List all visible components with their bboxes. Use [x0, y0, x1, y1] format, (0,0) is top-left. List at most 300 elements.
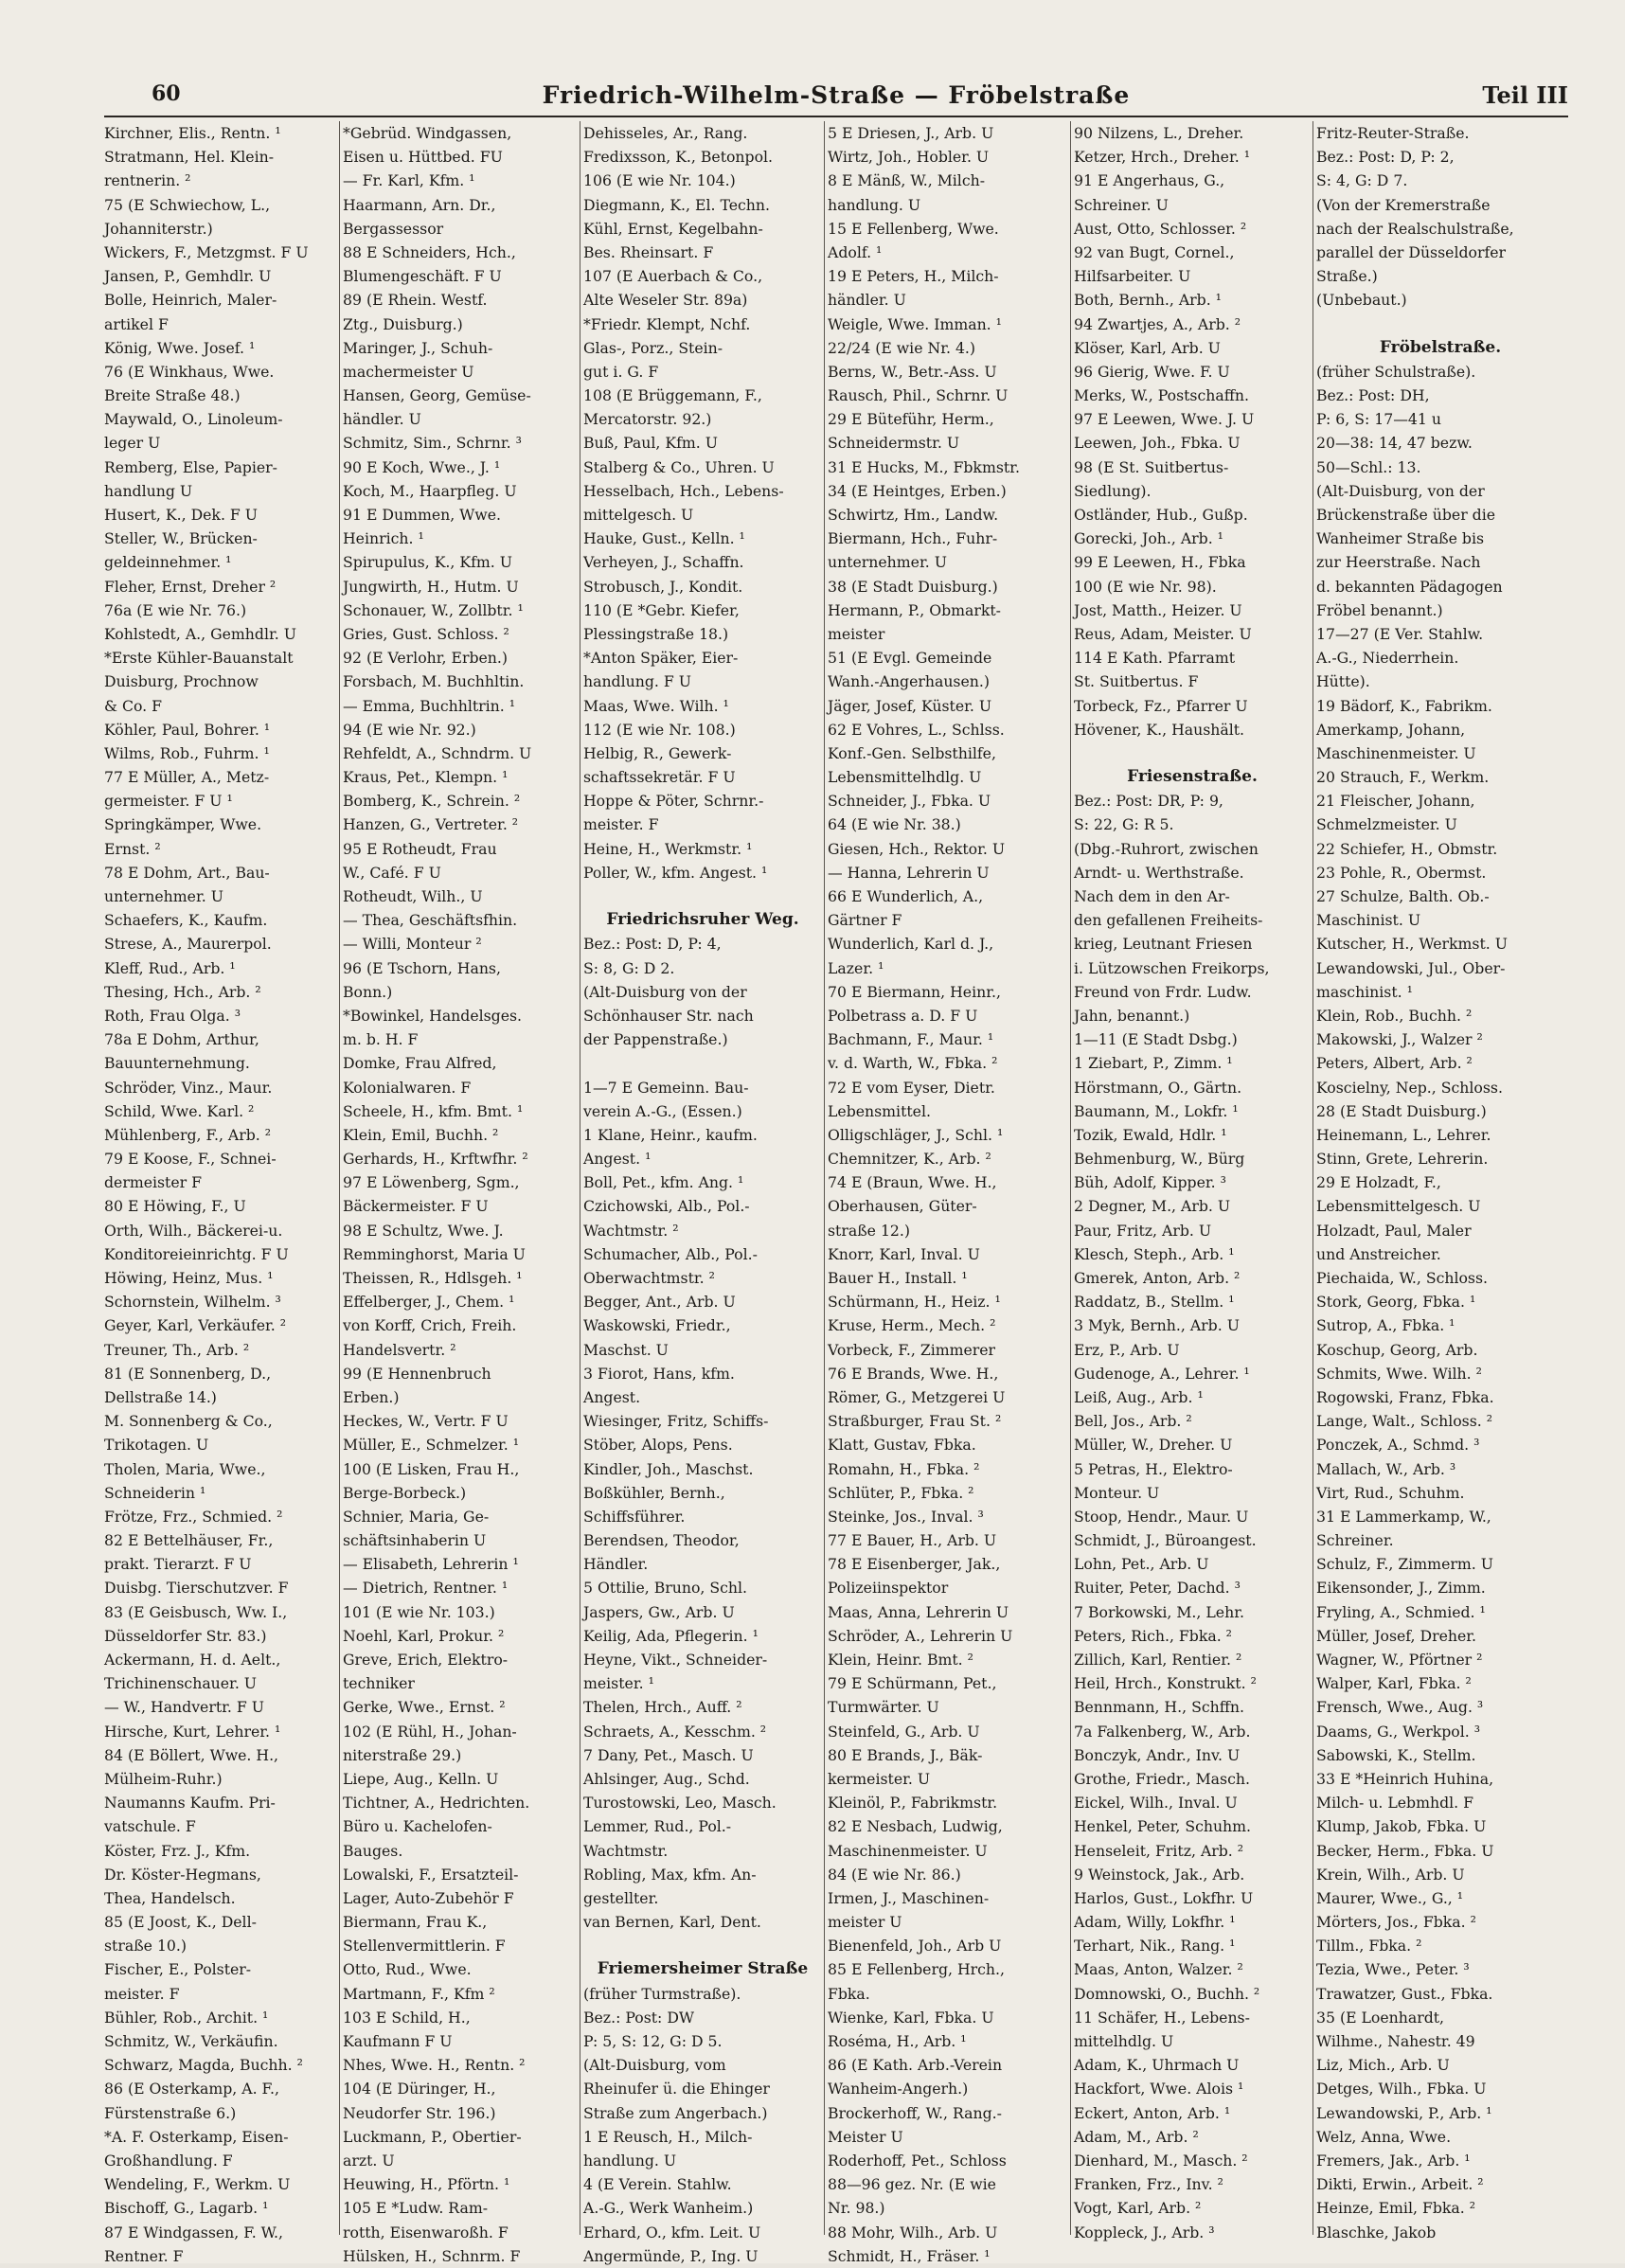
entry-line: Freund von Frdr. Ludw.: [1074, 982, 1252, 1001]
entry-line: 99 (E Hennenbruch: [343, 1364, 491, 1383]
entry-line: (früher Schulstraße).: [1316, 362, 1476, 381]
entry-line: Wachtmstr.: [583, 1841, 669, 1860]
entry-line: — Willi, Monteur ²: [343, 935, 482, 954]
entry-line: — W., Handvertr. F U: [104, 1698, 264, 1717]
entry-line: Klump, Jakob, Fbka. U: [1316, 1817, 1487, 1836]
entry-line: Schornstein, Wilhelm. ³: [104, 1293, 281, 1312]
entry-line: 104 (E Düringer, H.,: [343, 2080, 496, 2098]
entry-line: Thesing, Hch., Arb. ²: [104, 982, 261, 1001]
entry-line: Büro u. Kachelofen-: [343, 1817, 492, 1836]
entry-line: Torbeck, Fz., Pfarrer U: [1074, 696, 1248, 715]
entry-line: 8 E Mänß, W., Milch-: [828, 171, 986, 190]
entry-line: Rheinufer ü. die Ehinger: [583, 2080, 770, 2098]
entry-line: — Hanna, Lehrerin U: [828, 863, 990, 882]
part-label: Teil III: [1482, 81, 1568, 109]
entry-line: 101 (E wie Nr. 103.): [343, 1602, 495, 1621]
entry-line: Trikotagen. U: [104, 1436, 209, 1455]
entry-line: Berge-Borbeck.): [343, 1483, 467, 1502]
entry-line: Wirtz, Joh., Hobler. U: [828, 148, 990, 167]
entry-line: Schulz, F., Zimmerm. U: [1316, 1555, 1493, 1574]
entry-line: 27 Schulze, Balth. Ob.-: [1316, 887, 1490, 905]
entry-line: Plessingstraße 18.): [583, 624, 729, 643]
entry-line: 51 (E Evgl. Gemeinde: [828, 649, 992, 668]
entry-line: Steinke, Jos., Inval. ³: [828, 1507, 984, 1526]
entry-line: germeister. F U ¹: [104, 792, 233, 811]
entry-line: Schreiner.: [1316, 1531, 1394, 1550]
entry-line: Duisbg. Tierschutzver. F: [104, 1579, 289, 1598]
entry-line: (Unbebaut.): [1316, 291, 1407, 310]
entry-line: meister: [828, 624, 885, 643]
entry-line: Wienke, Karl, Fbka. U: [828, 2008, 994, 2027]
entry-line: 29 E Büteführ, Herm.,: [828, 410, 994, 429]
entry-line: Dr. Köster-Hegmans,: [104, 1865, 261, 1884]
entry-line: machermeister U: [343, 362, 474, 381]
entry-line: Hesselbach, Hch., Lebens-: [583, 481, 784, 500]
entry-line: [583, 1934, 822, 1957]
entry-line: Czichowski, Alb., Pol.-: [583, 1197, 750, 1216]
entry-line: Kolonialwaren. F: [343, 1078, 472, 1097]
entry-line: Orth, Wilh., Bäckerei-u.: [104, 1221, 283, 1240]
entry-line: Heil, Hrch., Konstrukt. ²: [1074, 1674, 1257, 1693]
entry-line: Glas-, Porz., Stein-: [583, 338, 723, 357]
entry-line: 76 (E Winkhaus, Wwe.: [104, 362, 275, 381]
entry-line: Wendeling, F., Werkm. U: [104, 2175, 291, 2194]
entry-line: Theissen, R., Hdlsgeh. ¹: [343, 1269, 523, 1287]
entry-line: Fischer, E., Polster-: [104, 1960, 252, 1979]
entry-line: Thea, Handelsch.: [104, 1888, 236, 1907]
entry-line: Bonn.): [343, 982, 393, 1001]
entry-line: Meister U: [828, 2127, 903, 2146]
entry-line: Eickel, Wilh., Inval. U: [1074, 1794, 1238, 1813]
entry-line: 22/24 (E wie Nr. 4.): [828, 338, 976, 357]
entry-line: Koch, M., Haarpfleg. U: [343, 481, 517, 500]
entry-line: geldeinnehmer. ¹: [104, 553, 232, 572]
entry-line: Tholen, Maria, Wwe.,: [104, 1459, 266, 1478]
entry-line: 33 E *Heinrich Huhina,: [1316, 1769, 1494, 1788]
entry-line: Mercatorstr. 92.): [583, 410, 712, 429]
entry-line: Sabowski, K., Stellm.: [1316, 1745, 1476, 1764]
entry-line: 106 (E wie Nr. 104.): [583, 171, 736, 190]
entry-line: Gmerek, Anton, Arb. ²: [1074, 1269, 1241, 1287]
entry-line: Verheyen, J., Schaffn.: [583, 553, 744, 572]
entry-line: Schiffsführer.: [583, 1507, 686, 1526]
entry-line: Ahlsinger, Aug., Schd.: [583, 1769, 750, 1788]
entry-line: van Bernen, Karl, Dent.: [583, 1913, 761, 1932]
entry-line: Kaufmann F U: [343, 2032, 453, 2050]
entry-line: meister. ¹: [583, 1674, 654, 1693]
entry-line: Ponczek, A., Schmd. ³: [1316, 1436, 1480, 1455]
entry-line: Noehl, Karl, Prokur. ²: [343, 1626, 505, 1645]
entry-line: Stöber, Alops, Pens.: [583, 1436, 733, 1455]
column-6: [1316, 121, 1564, 2241]
entry-line: Heyne, Vikt., Schneider-: [583, 1651, 768, 1669]
column-5: [1074, 121, 1311, 2241]
entry-line: Fbka.: [828, 1984, 870, 2003]
entry-line: 86 (E Osterkamp, A. F.,: [104, 2080, 279, 2098]
entry-line: 75 (E Schwiechow, L.,: [104, 195, 271, 214]
entry-line: 84 (E Böllert, Wwe. H.,: [104, 1745, 279, 1764]
entry-line: Wanheim-Angerh.): [828, 2080, 969, 2098]
entry-line: Bomberg, K., Schrein. ²: [343, 792, 521, 811]
entry-line: Rehfeldt, A., Schndrm. U: [343, 743, 532, 762]
entry-line: 79 E Schürmann, Pet.,: [828, 1674, 997, 1693]
entry-line: 11 Schäfer, H., Lebens-: [1074, 2008, 1250, 2027]
entry-line: Wilms, Rob., Fuhrm. ¹: [104, 743, 270, 762]
entry-line: 1 Ziebart, P., Zimm. ¹: [1074, 1054, 1233, 1073]
entry-line: Tillm., Fbka. ²: [1316, 1937, 1422, 1955]
entry-line: Lebensmittelgesch. U: [1316, 1197, 1481, 1216]
entry-line: Mörters, Jos., Fbka. ²: [1316, 1913, 1476, 1932]
entry-line: Nhes, Wwe. H., Rentn. ²: [343, 2056, 526, 2075]
entry-line: 38 (E Stadt Duisburg.): [828, 577, 998, 596]
entry-line: Knorr, Karl, Inval. U: [828, 1244, 980, 1263]
entry-line: 1 Klane, Heinr., kaufm.: [583, 1125, 758, 1144]
entry-line: Schraets, A., Kesschm. ²: [583, 1722, 767, 1741]
entry-line: Turmwärter. U: [828, 1698, 939, 1717]
entry-line: 99 E Leewen, H., Fbka: [1074, 553, 1246, 572]
entry-line: Wagner, W., Pförtner ²: [1316, 1651, 1483, 1669]
entry-line: Fröbel benannt.): [1316, 600, 1443, 619]
entry-line: Jost, Matth., Heizer. U: [1074, 600, 1242, 619]
entry-line: Aust, Otto, Schlosser. ²: [1074, 219, 1247, 238]
column-2: [343, 121, 578, 2265]
entry-line: kermeister. U: [828, 1769, 931, 1788]
header-rule: [104, 116, 1568, 117]
entry-line: Schneiderin ¹: [104, 1483, 206, 1502]
entry-line: Leewen, Joh., Fbka. U: [1074, 434, 1241, 453]
entry-line: 72 E vom Eyser, Dietr.: [828, 1078, 995, 1097]
entry-line: 85 (E Joost, K., Dell-: [104, 1913, 257, 1932]
entry-line: Köhler, Paul, Bohrer. ¹: [104, 720, 271, 739]
entry-line: Fredixsson, K., Betonpol.: [583, 148, 774, 167]
entry-line: Berns, W., Betr.-Ass. U: [828, 362, 997, 381]
entry-line: — Elisabeth, Lehrerin ¹: [343, 1555, 519, 1574]
entry-line: artikel F: [104, 314, 169, 333]
entry-line: Angermünde, P., Ing. U: [583, 2246, 759, 2265]
entry-line: Klöser, Karl, Arb. U: [1074, 338, 1221, 357]
entry-line: Becker, Herm., Fbka. U: [1316, 1841, 1494, 1860]
entry-line: Bienenfeld, Joh., Arb U: [828, 1937, 1002, 1955]
entry-line: Kühl, Ernst, Kegelbahn-: [583, 219, 763, 238]
entry-line: Maschinenmeister. U: [1316, 743, 1476, 762]
entry-line: Zillich, Karl, Rentier. ²: [1074, 1651, 1242, 1669]
entry-line: Arndt- u. Werthstraße.: [1074, 863, 1244, 882]
entry-line: Biermann, Frau K.,: [343, 1913, 488, 1932]
entry-line: S: 22, G: R 5.: [1074, 815, 1174, 834]
entry-line: Schröder, Vinz., Maur.: [104, 1078, 273, 1097]
entry-line: Mülheim-Ruhr.): [104, 1769, 223, 1788]
entry-line: techniker: [343, 1674, 415, 1693]
entry-line: handlung. U: [828, 195, 921, 214]
entry-line: — Fr. Karl, Kfm. ¹: [343, 171, 475, 190]
entry-line: Schürmann, H., Heiz. ¹: [828, 1293, 1001, 1312]
entry-line: 98 (E St. Suitbertus-: [1074, 457, 1229, 476]
entry-line: S: 8, G: D 2.: [583, 958, 675, 977]
entry-line: 31 E Hucks, M., Fbkmstr.: [828, 457, 1020, 476]
entry-line: Thelen, Hrch., Auff. ²: [583, 1698, 742, 1717]
entry-line: Hövener, K., Haushält.: [1074, 720, 1245, 739]
entry-line: 87 E Windgassen, F. W.,: [104, 2223, 284, 2241]
entry-line: Schnier, Maria, Ge-: [343, 1507, 490, 1526]
entry-line: 90 E Koch, Wwe., J. ¹: [343, 457, 501, 476]
entry-line: Wanh.-Angerhausen.): [828, 672, 990, 691]
entry-line: Maas, Anna, Lehrerin U: [828, 1602, 1009, 1621]
entry-line: (Von der Kremerstraße: [1316, 195, 1491, 214]
entry-line: Schonauer, W., Zollbtr. ¹: [343, 600, 524, 619]
entry-line: Effelberger, J., Chem. ¹: [343, 1293, 515, 1312]
entry-line: Bauunternehmung.: [104, 1054, 250, 1073]
entry-line: Lebensmittelhdlg. U: [828, 768, 982, 787]
entry-line: 88 E Schneiders, Hch.,: [343, 242, 516, 261]
entry-line: 107 (E Auerbach & Co.,: [583, 267, 763, 286]
entry-line: Klein, Emil, Buchh. ²: [343, 1125, 499, 1144]
entry-line: 95 E Rotheudt, Frau: [343, 839, 497, 858]
entry-line: Detges, Wilh., Fbka. U: [1316, 2080, 1487, 2098]
entry-line: Wanheimer Straße bis: [1316, 529, 1485, 548]
entry-line: Rentner. F: [104, 2246, 184, 2265]
entry-line: *Friedr. Klempt, Nchf.: [583, 314, 751, 333]
entry-line: Hanzen, G., Vertreter. ²: [343, 815, 519, 834]
entry-line: nach der Realschulstraße,: [1316, 219, 1514, 238]
entry-line: Baumann, M., Lokfr. ¹: [1074, 1101, 1239, 1120]
entry-line: Behmenburg, W., Bürg: [1074, 1150, 1245, 1169]
entry-line: 92 (E Verlohr, Erben.): [343, 649, 508, 668]
entry-line: 110 (E *Gebr. Kiefer,: [583, 600, 740, 619]
entry-line: Poller, W., kfm. Angest. ¹: [583, 863, 768, 882]
entry-line: *Anton Späker, Eier-: [583, 649, 739, 668]
entry-line: Reus, Adam, Meister. U: [1074, 624, 1252, 643]
entry-line: Spirupulus, K., Kfm. U: [343, 553, 512, 572]
entry-line: handlung. F U: [583, 672, 691, 691]
entry-line: 94 (E wie Nr. 92.): [343, 720, 476, 739]
entry-line: S: 4, G: D 7.: [1316, 171, 1408, 190]
entry-line: Krein, Wilh., Arb. U: [1316, 1865, 1465, 1884]
entry-line: Schaefers, K., Kaufm.: [104, 911, 268, 930]
entry-line: Brückenstraße über die: [1316, 506, 1496, 524]
entry-line: & Co. F: [104, 696, 162, 715]
entry-line: 100 (E Lisken, Frau H.,: [343, 1459, 520, 1478]
entry-line: Bischoff, G., Lagarb. ¹: [104, 2199, 269, 2218]
entry-line: Domnowski, O., Buchh. ²: [1074, 1984, 1260, 2003]
entry-line: m. b. H. F: [343, 1030, 419, 1049]
entry-line: 77 E Bauer, H., Arb. U: [828, 1531, 997, 1550]
entry-line: Alte Weseler Str. 89a): [583, 291, 748, 310]
entry-line: Schlüter, P., Fbka. ²: [828, 1483, 974, 1502]
entry-line: meister. F: [104, 1984, 180, 2003]
entry-line: Trawatzer, Gust., Fbka.: [1316, 1984, 1493, 2003]
entry-line: Lazer. ¹: [828, 958, 884, 977]
entry-line: Maschinenmeister. U: [828, 1841, 988, 1860]
entry-line: [1316, 313, 1564, 336]
entry-line: Heinemann, L., Lehrer.: [1316, 1125, 1491, 1144]
entry-line: Klatt, Gustav, Fbka.: [828, 1436, 976, 1455]
entry-line: 74 E (Braun, Wwe. H.,: [828, 1173, 997, 1192]
entry-line: Schumacher, Alb., Pol.-: [583, 1244, 758, 1263]
entry-line: Jaspers, Gw., Arb. U: [583, 1602, 735, 1621]
entry-line: Wiesinger, Fritz, Schiffs-: [583, 1412, 769, 1431]
entry-line: Köster, Frz. J., Kfm.: [104, 1841, 251, 1860]
entry-line: Tozik, Ewald, Hdlr. ¹: [1074, 1125, 1227, 1144]
entry-line: parallel der Düsseldorfer: [1316, 242, 1507, 261]
entry-line: (Alt-Duisburg von der: [583, 982, 747, 1001]
entry-line: *Gebrüd. Windgassen,: [343, 124, 512, 142]
entry-line: Oberwachtmstr. ²: [583, 1269, 715, 1287]
entry-line: Schneider, J., Fbka. U: [828, 792, 991, 811]
entry-line: 102 (E Rühl, H., Johan-: [343, 1722, 517, 1741]
entry-line: 5 Ottilie, Bruno, Schl.: [583, 1579, 748, 1598]
entry-line: krieg, Leutnant Friesen: [1074, 935, 1253, 954]
entry-line: Maas, Wwe. Wilh. ¹: [583, 696, 729, 715]
entry-line: Nr. 98.): [828, 2199, 885, 2218]
entry-line: Adam, M., Arb. ²: [1074, 2127, 1199, 2146]
entry-line: straße 10.): [104, 1937, 188, 1955]
entry-line: mittelgesch. U: [583, 506, 694, 524]
entry-line: Fremers, Jak., Arb. ¹: [1316, 2151, 1471, 2170]
entry-line: Steller, W., Brücken-: [104, 529, 258, 548]
entry-line: Blumengeschäft. F U: [343, 267, 502, 286]
entry-line: Schmitz, Sim., Schrnr. ³: [343, 434, 522, 453]
entry-line: Tichtner, A., Hedrichten.: [343, 1794, 530, 1813]
entry-line: Irmen, J., Maschinen-: [828, 1888, 990, 1907]
entry-line: Wachtmstr. ²: [583, 1221, 679, 1240]
entry-line: A.-G., Niederrhein.: [1316, 649, 1459, 668]
entry-line: Bergassessor: [343, 219, 444, 238]
entry-line: (früher Turmstraße).: [583, 1984, 741, 2003]
entry-line: Merks, W., Postschaffn.: [1074, 386, 1249, 405]
entry-line: Handelsvertr. ²: [343, 1340, 456, 1359]
entry-line: Frensch, Wwe., Aug. ³: [1316, 1698, 1484, 1717]
entry-line: Diegmann, K., El. Techn.: [583, 195, 770, 214]
entry-line: Lowalski, F., Ersatzteil-: [343, 1865, 519, 1884]
entry-line: Straße.): [1316, 267, 1378, 286]
entry-line: Hoppe & Pöter, Schrnr.-: [583, 792, 764, 811]
entry-line: Konf.-Gen. Selbsthilfe,: [828, 743, 996, 762]
entry-line: Duisburg, Prochnow: [104, 672, 259, 691]
column-3: [583, 121, 822, 2265]
entry-line: Hülsken, H., Schnrm. F: [343, 2246, 521, 2265]
entry-line: Bez.: Post: DW: [583, 2008, 695, 2027]
entry-line: — Emma, Buchhltrin. ¹: [343, 696, 516, 715]
entry-line: 5 E Driesen, J., Arb. U: [828, 124, 994, 142]
entry-line: 62 E Vohres, L., Schlss.: [828, 720, 1005, 739]
entry-line: Fleher, Ernst, Dreher ²: [104, 577, 277, 596]
entry-line: 20 Strauch, F., Werkm.: [1316, 768, 1490, 787]
entry-line: Begger, Ant., Arb. U: [583, 1293, 736, 1312]
entry-line: 15 E Fellenberg, Wwe.: [828, 219, 999, 238]
entry-line: A.-G., Werk Wanheim.): [583, 2199, 754, 2218]
entry-line: Blaschke, Jakob: [1316, 2223, 1437, 2241]
entry-line: Geyer, Karl, Verkäufer. ²: [104, 1316, 287, 1335]
entry-line: 19 Bädorf, K., Fabrikm.: [1316, 696, 1492, 715]
entry-line: Wunderlich, Karl d. J.,: [828, 935, 994, 954]
entry-line: 50—Schl.: 13.: [1316, 457, 1421, 476]
entry-line: Frötze, Frz., Schmied. ²: [104, 1507, 283, 1526]
column-divider: [1312, 121, 1313, 2235]
entry-line: 64 (E wie Nr. 38.): [828, 815, 961, 834]
entry-line: Gries, Gust. Schloss. ²: [343, 624, 509, 643]
entry-line: Martmann, F., Kfm ²: [343, 1984, 495, 2003]
entry-line: Händler.: [583, 1555, 649, 1574]
entry-line: Rotheudt, Wilh., U: [343, 887, 483, 905]
entry-line: Adolf. ¹: [828, 242, 883, 261]
entry-line: Straße zum Angerbach.): [583, 2103, 768, 2122]
entry-line: Maurer, Wwe., G., ¹: [1316, 1888, 1464, 1907]
entry-line: 114 E Kath. Pfarramt: [1074, 649, 1236, 668]
entry-line: Fritz-Reuter-Straße.: [1316, 124, 1470, 142]
entry-line: unternehmer. U: [828, 553, 947, 572]
page-number: 60: [152, 81, 181, 106]
entry-line: Gudenoge, A., Lehrer. ¹: [1074, 1364, 1250, 1383]
entry-line: Keilig, Ada, Pflegerin. ¹: [583, 1626, 759, 1645]
entry-line: prakt. Tierarzt. F U: [104, 1555, 252, 1574]
entry-line: Stalberg & Co., Uhren. U: [583, 457, 775, 476]
entry-line: Mallach, W., Arb. ³: [1316, 1459, 1456, 1478]
entry-line: 88—96 gez. Nr. (E wie: [828, 2175, 996, 2194]
entry-line: rentnerin. ²: [104, 171, 191, 190]
entry-line: Schreiner. U: [1074, 195, 1169, 214]
entry-line: Remminghorst, Maria U: [343, 1244, 526, 1263]
entry-line: Strese, A., Maurerpol.: [104, 935, 272, 954]
entry-line: 3 Fiorot, Hans, kfm.: [583, 1364, 735, 1383]
entry-line: 84 (E wie Nr. 86.): [828, 1865, 961, 1884]
entry-line: Wilhme., Nahestr. 49: [1316, 2032, 1475, 2050]
entry-line: d. bekannten Pädagogen: [1316, 577, 1503, 596]
entry-line: 82 E Bettelhäuser, Fr.,: [104, 1531, 274, 1550]
entry-line: 89 (E Rhein. Westf.: [343, 291, 488, 310]
entry-line: 96 Gierig, Wwe. F. U: [1074, 362, 1230, 381]
entry-line: Stratmann, Hel. Klein-: [104, 148, 275, 167]
entry-line: Olligschläger, J., Schl. ¹: [828, 1125, 1004, 1144]
entry-line: Sutrop, A., Fbka. ¹: [1316, 1316, 1455, 1335]
entry-line: Monteur. U: [1074, 1483, 1160, 1502]
entry-line: 80 E Höwing, F., U: [104, 1197, 246, 1216]
entry-line: Koschup, Georg, Arb.: [1316, 1340, 1478, 1359]
entry-line: W., Café. F U: [343, 863, 441, 882]
entry-line: 78 E Eisenberger, Jak.,: [828, 1555, 1001, 1574]
entry-line: 1 E Reusch, H., Milch-: [583, 2127, 753, 2146]
entry-line: (Dbg.-Ruhrort, zwischen: [1074, 839, 1259, 858]
entry-line: Boll, Pet., kfm. Ang. ¹: [583, 1173, 744, 1192]
entry-line: der Pappenstraße.): [583, 1030, 728, 1049]
entry-line: *Bowinkel, Handelsges.: [343, 1006, 523, 1025]
entry-line: Schwirtz, Hm., Landw.: [828, 506, 999, 524]
entry-line: verein A.-G., (Essen.): [583, 1101, 742, 1120]
entry-line: 91 E Angerhaus, G.,: [1074, 171, 1225, 190]
entry-line: 66 E Wunderlich, A.,: [828, 887, 984, 905]
entry-line: von Korff, Crich, Freih.: [343, 1316, 517, 1335]
entry-line: Kruse, Herm., Mech. ²: [828, 1316, 996, 1335]
entry-line: Schneidermstr. U: [828, 434, 960, 453]
entry-line: Maywald, O., Linoleum-: [104, 410, 283, 429]
entry-line: Kohlstedt, A., Gemhdlr. U: [104, 624, 296, 643]
entry-line: straße 12.): [828, 1221, 911, 1240]
entry-line: 29 E Holzadt, F.,: [1316, 1173, 1441, 1192]
entry-line: Dellstraße 14.): [104, 1387, 217, 1406]
entry-line: mittelhdlg. U: [1074, 2032, 1174, 2050]
entry-line: Piechaida, W., Schloss.: [1316, 1269, 1489, 1287]
entry-line: Bez.: Post: DH,: [1316, 386, 1430, 405]
entry-line: Römer, G., Metzgerei U: [828, 1387, 1006, 1406]
entry-line: (Alt-Duisburg, vom: [583, 2056, 726, 2075]
entry-line: 105 E *Ludw. Ram-: [343, 2199, 489, 2218]
entry-line: 7 Borkowski, M., Lehr.: [1074, 1602, 1244, 1621]
entry-line: Dehisseles, Ar., Rang.: [583, 124, 748, 142]
entry-line: leger U: [104, 434, 161, 453]
entry-line: Oberhausen, Güter-: [828, 1197, 977, 1216]
column-1: [104, 121, 337, 2265]
entry-line: Amerkamp, Johann,: [1316, 720, 1466, 739]
entry-line: Fryling, A., Schmied. ¹: [1316, 1602, 1486, 1621]
